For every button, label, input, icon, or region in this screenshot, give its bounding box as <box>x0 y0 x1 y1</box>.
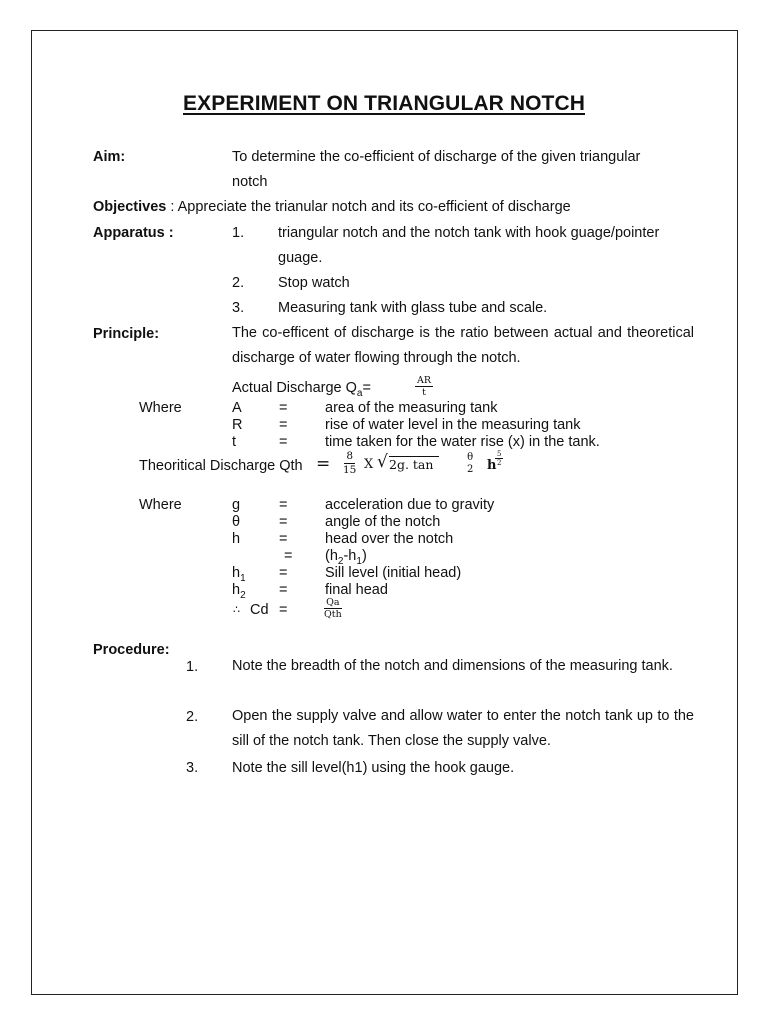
where2-eq-g: = <box>279 497 288 513</box>
head-h: h <box>487 458 497 473</box>
actual-discharge-fraction <box>415 375 433 398</box>
objectives-label: Objectives <box>93 199 167 215</box>
apparatus-num-1: 1. <box>232 225 245 241</box>
fraction-denominator: t <box>422 387 426 398</box>
where2-eq-theta: = <box>279 514 288 530</box>
cd-fraction: Qa Qth <box>324 597 342 620</box>
where1-desc-r: rise of water level in the measuring tank <box>325 417 581 433</box>
coefficient-fraction: $\frac{8}{15}$ <box>343 450 357 476</box>
where1-desc-t: time taken for the water rise (x) in the tank. <box>325 434 600 450</box>
where2-sym-theta: θ <box>232 514 241 530</box>
sqrt-radicand: 2g. tan <box>389 456 439 472</box>
where-label-1: Where <box>139 400 182 416</box>
procedure-num-1: 1. <box>186 659 199 675</box>
principle-text: The co-efficent of discharge is the ratio between actual and theoretical discharge of water flowing through the notch. <box>232 325 694 366</box>
apparatus-item-2: Stop watch <box>278 275 350 291</box>
procedure-label: Procedure: <box>93 642 170 658</box>
fraction-numerator: AR <box>417 375 432 386</box>
procedure-step-3: Note the sill level(h1) using the hook gauge. <box>232 760 515 776</box>
head-difference: $(h_2-h_1)$ <box>325 548 367 567</box>
where2-sym-h: h <box>232 531 241 547</box>
where2-eq-h: = <box>279 531 288 547</box>
where1-eq-r: = <box>279 417 288 433</box>
sqrt-sign: √ <box>377 452 388 472</box>
aim-text-line2: notch <box>232 174 268 190</box>
principle-label: Principle: <box>93 326 160 342</box>
where1-eq-a: = <box>279 400 288 416</box>
where2-eq-h1: = <box>279 565 288 581</box>
procedure-num-2: 2. <box>186 709 199 725</box>
exponent-fraction: $\frac{5}{2}$ <box>497 450 502 467</box>
aim-text-line1: To determine the co-efficient of discharge of the given triangular <box>232 149 641 165</box>
where1-sym-t: t <box>232 434 237 450</box>
theoretical-discharge-label: Theoritical Discharge Qth <box>139 458 303 474</box>
apparatus-label: Apparatus : <box>93 225 174 241</box>
procedure-step-1: Note the breadth of the notch and dimensions of the measuring tank. <box>232 658 673 674</box>
where2-sym-h2: $h_2$ <box>232 582 246 601</box>
apparatus-item-3: Measuring tank with glass tube and scale. <box>278 300 548 316</box>
actual-discharge-label: Actual Discharge $Q_a=$ <box>232 380 371 399</box>
where1-sym-a: A <box>232 400 242 416</box>
where2-desc-theta: angle of the notch <box>325 514 441 530</box>
therefore-symbol: ∴ <box>233 604 240 616</box>
where-label-2: Where <box>139 497 182 513</box>
apparatus-num-2: 2. <box>232 275 245 291</box>
where2-desc-h2: final head <box>325 582 388 598</box>
apparatus-item-1-line1: triangular notch and the notch tank with hook guage/pointer <box>278 225 660 241</box>
where1-desc-a: area of the measuring tank <box>325 400 498 416</box>
where2-eq-h2: = <box>279 582 288 598</box>
where2-desc-h: head over the notch <box>325 531 454 547</box>
theoretical-equals: = <box>316 454 331 474</box>
times-sign: X <box>364 457 374 472</box>
cd-symbol: Cd <box>250 602 269 618</box>
procedure-num-3: 3. <box>186 760 199 776</box>
apparatus-item-1-line2: guage. <box>278 250 323 266</box>
where2-desc-h1: Sill level (initial head) <box>325 565 462 581</box>
aim-label: Aim: <box>93 149 126 165</box>
apparatus-num-3: 3. <box>232 300 245 316</box>
objectives-line <box>93 198 571 216</box>
page-title: EXPERIMENT ON TRIANGULAR NOTCH <box>183 92 585 115</box>
where2-sym-g: g <box>232 497 241 513</box>
cd-equals: = <box>279 602 288 618</box>
where2-sym-h1: $h_1$ <box>232 565 246 584</box>
where1-eq-t: = <box>279 434 288 450</box>
where2-desc-g: acceleration due to gravity <box>325 497 495 513</box>
procedure-step-2: Open the supply valve and allow water to enter the notch tank up to the sill of the notch tank. Then close the supply valve. <box>232 708 694 749</box>
where2-eq-hdiff: = <box>284 548 293 564</box>
objectives-text: : Appreciate the trianular notch and its co-efficient of discharge <box>166 199 571 215</box>
where1-sym-r: R <box>232 417 243 433</box>
theta-half-fraction: θ 2 <box>467 452 474 475</box>
